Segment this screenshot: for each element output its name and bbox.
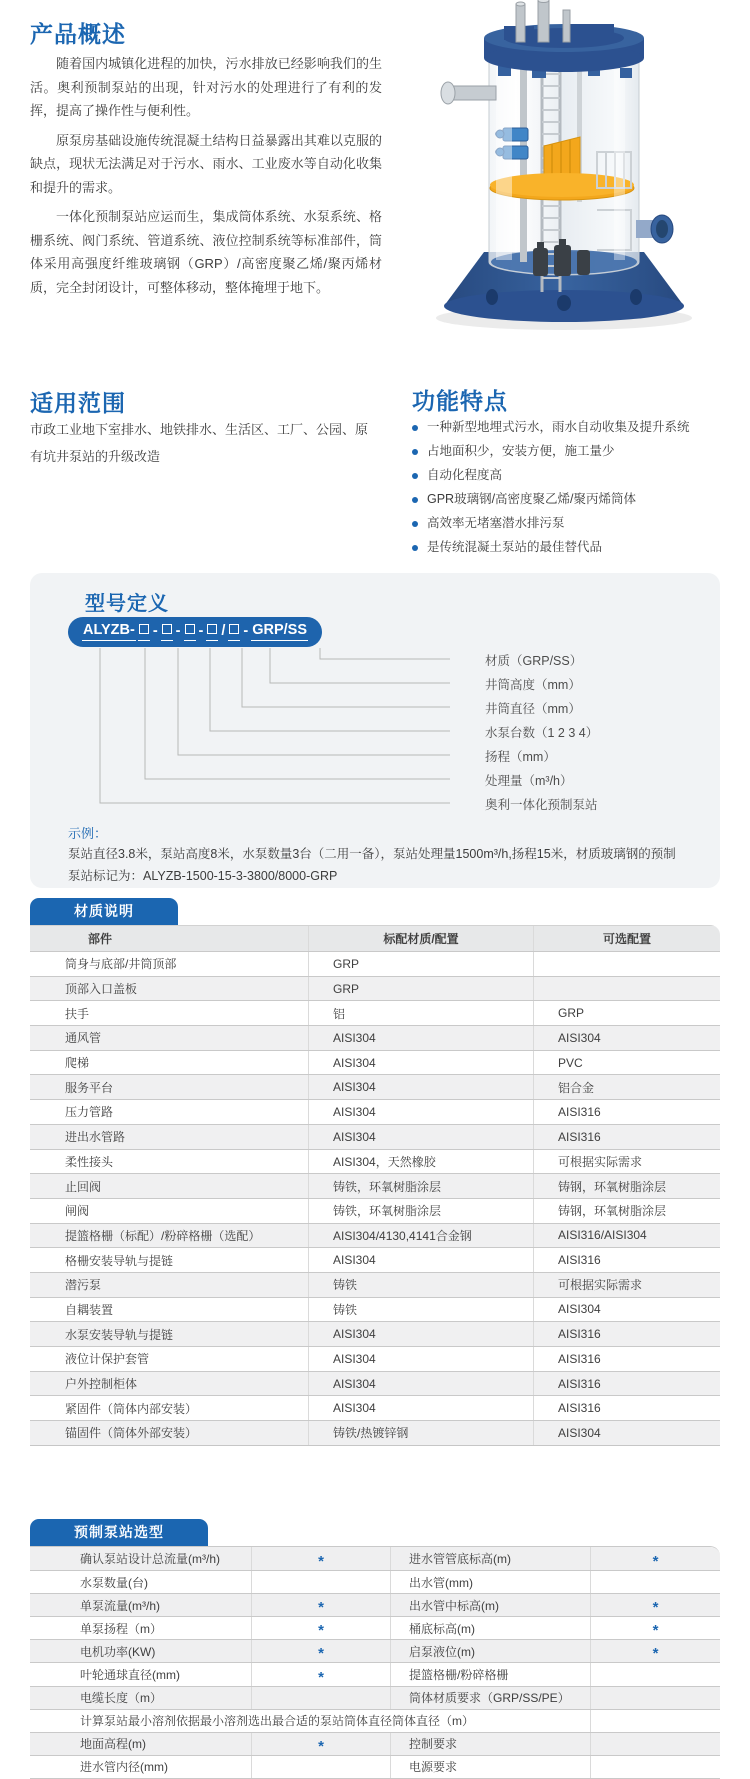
table-row — [30, 1616, 720, 1639]
table-row — [30, 1223, 720, 1248]
param-label: 确认泵站设计总流量(m³/h) — [80, 1552, 220, 1567]
materials-header-cell: 可选配置 — [533, 926, 720, 951]
materials-header-cell: 标配材质/配置 — [308, 926, 533, 951]
table-row — [30, 1639, 720, 1662]
required-star: * — [251, 1617, 390, 1639]
standard-material-cell: AISI304 — [308, 1322, 533, 1346]
standard-material-cell: 铸铁，环氧树脂涂层 — [308, 1199, 533, 1223]
optional-material-cell: AISI316 — [533, 1396, 720, 1420]
model-label: 处理量（m³/h） — [485, 774, 573, 788]
table-row — [30, 1297, 720, 1322]
part-cell: 户外控制柜体 — [65, 1377, 138, 1392]
optional-material-cell: 铝合金 — [533, 1075, 720, 1099]
part-cell: 锚固件（筒体外部安装） — [65, 1426, 198, 1441]
optional-material-cell: 铸钢，环氧树脂涂层 — [533, 1174, 720, 1198]
standard-material-cell: 铸铁 — [308, 1298, 533, 1322]
features-title: 功能特点 — [412, 388, 508, 414]
box-placeholder-icon — [139, 624, 149, 634]
param-label: 单泵流量(m³/h) — [80, 1598, 160, 1613]
param-label: 电机功率(KW) — [80, 1644, 156, 1659]
param-label: 电源要求 — [390, 1756, 590, 1778]
table-row — [30, 1000, 720, 1025]
optional-material-cell — [533, 977, 720, 1001]
bullet-dot-icon — [412, 449, 418, 455]
bullet-dot-icon — [412, 521, 418, 527]
part-cell: 水泵安装导轨与提链 — [65, 1327, 174, 1342]
pump-station-illustration — [392, 0, 742, 335]
required-star — [590, 1687, 720, 1709]
standard-material-cell: 铸铁，环氧树脂涂层 — [308, 1174, 533, 1198]
code-segment: / — [221, 622, 226, 639]
required-star — [251, 1571, 390, 1593]
standard-material-cell: GRP — [308, 977, 533, 1001]
bullet-dot-icon — [412, 497, 418, 503]
table-row — [30, 1709, 720, 1732]
required-star: * — [590, 1617, 720, 1639]
standard-material-cell: AISI304 — [308, 1100, 533, 1124]
optional-material-cell: AISI316/AISI304 — [533, 1224, 720, 1248]
param-label: 水泵数量(台) — [80, 1575, 148, 1590]
standard-material-cell: AISI304，天然橡胶 — [308, 1150, 533, 1174]
model-definition-panel — [30, 573, 720, 888]
required-star: * — [251, 1733, 390, 1755]
box-placeholder-icon — [162, 624, 172, 634]
table-row — [30, 1686, 720, 1709]
overview-title: 产品概述 — [30, 21, 126, 47]
optional-material-cell — [533, 952, 720, 976]
materials-header-row — [30, 925, 720, 951]
table-row — [30, 1074, 720, 1099]
optional-material-cell: AISI304 — [533, 1026, 720, 1050]
part-cell: 爬梯 — [65, 1056, 90, 1071]
feature-item — [412, 444, 742, 459]
model-label: 奥利一体化预制泵站 — [485, 798, 598, 812]
box-placeholder-icon — [207, 624, 217, 634]
feature-item — [412, 420, 742, 435]
param-label: 计算泵站最小溶剂依据最小溶剂选出最合适的泵站筒体直径筒体直径（m） — [80, 1714, 474, 1729]
model-label: 材质（GRP/SS） — [485, 654, 583, 668]
optional-material-cell: 铸钢，环氧树脂涂层 — [533, 1199, 720, 1223]
required-star: * — [251, 1547, 390, 1570]
standard-material-cell: AISI304 — [308, 1051, 533, 1075]
table-row — [30, 951, 720, 976]
selection-tab: 预制泵站选型 — [30, 1519, 208, 1546]
box-placeholder-icon — [185, 624, 195, 634]
param-label: 桶底标高(m) — [390, 1617, 590, 1639]
example-label: 示例： — [68, 826, 108, 841]
required-star — [590, 1663, 720, 1685]
table-row — [30, 1547, 720, 1570]
table-row — [30, 1395, 720, 1420]
standard-material-cell: 铸铁/热镀锌钢 — [308, 1421, 533, 1445]
optional-material-cell: 可根据实际需求 — [533, 1273, 720, 1297]
table-row — [30, 1272, 720, 1297]
overview-paragraph: 随着国内城镇化进程的加快，污水排放已经影响我们的生活。奥利预制泵站的出现，针对污水的处理进行了有利的发挥，提高了操作性与便利性。 — [30, 56, 382, 118]
standard-material-cell: AISI304 — [308, 1075, 533, 1099]
model-label: 井筒直径（mm） — [485, 702, 581, 716]
table-row — [30, 1346, 720, 1371]
feature-item — [412, 540, 742, 555]
part-cell: 顶部入口盖板 — [65, 982, 138, 997]
param-label: 筒体材质要求（GRP/SS/PE） — [390, 1687, 590, 1709]
standard-material-cell: AISI304/4130,4141合金钢 — [308, 1224, 533, 1248]
param-label: 提篮格栅/粉碎格栅 — [390, 1663, 590, 1685]
required-star: * — [590, 1547, 720, 1570]
features-list — [412, 420, 742, 564]
code-box — [206, 623, 218, 641]
optional-material-cell: AISI316 — [533, 1372, 720, 1396]
part-cell: 压力管路 — [65, 1105, 114, 1120]
materials-header-cell: 部件 — [88, 932, 113, 946]
table-row — [30, 1025, 720, 1050]
param-label: 启泵液位(m) — [390, 1640, 590, 1662]
code-segment: - — [198, 622, 204, 639]
param-label: 进水管管底标高(m) — [390, 1547, 590, 1570]
optional-material-cell: PVC — [533, 1051, 720, 1075]
table-row — [30, 1149, 720, 1174]
table-row — [30, 1755, 720, 1778]
table-row — [30, 1099, 720, 1124]
part-cell: 通风管 — [65, 1031, 102, 1046]
table-row — [30, 1662, 720, 1685]
part-cell: 自耦装置 — [65, 1302, 114, 1317]
param-label: 出水管中标高(m) — [390, 1594, 590, 1616]
bullet-dot-icon — [412, 473, 418, 479]
optional-material-cell: 可根据实际需求 — [533, 1150, 720, 1174]
table-row — [30, 1732, 720, 1755]
param-label: 地面高程(m) — [80, 1737, 146, 1752]
part-cell: 液位计保护套管 — [65, 1352, 150, 1367]
optional-material-cell: AISI304 — [533, 1421, 720, 1445]
table-row — [30, 1247, 720, 1272]
feature-item — [412, 468, 742, 483]
required-star — [590, 1710, 720, 1732]
standard-material-cell: AISI304 — [308, 1248, 533, 1272]
optional-material-cell: AISI304 — [533, 1298, 720, 1322]
standard-material-cell: 铸铁 — [308, 1273, 533, 1297]
part-cell: 格栅安装导轨与提链 — [65, 1253, 174, 1268]
overview-paragraph: 原泵房基础设施传统混凝土结构日益暴露出其难以克服的缺点，现状无法满足对于污水、雨水、工业废水等自动化收集和提升的需求。 — [30, 132, 382, 195]
feature-text: 占地面积少，安装方便，施工量少 — [427, 444, 615, 458]
required-star — [590, 1756, 720, 1778]
param-label: 进水管内径(mm) — [80, 1760, 168, 1775]
feature-text: 高效率无堵塞潜水排污泵 — [427, 516, 565, 530]
bullet-dot-icon — [412, 545, 418, 551]
part-cell: 止回阀 — [65, 1179, 102, 1194]
pump-station-image — [392, 0, 742, 340]
table-row — [30, 1050, 720, 1075]
scope-title: 适用范围 — [30, 390, 126, 416]
param-label: 单泵扬程（m） — [80, 1621, 162, 1636]
param-label: 叶轮通球直径(mm) — [80, 1668, 180, 1683]
model-label: 井筒高度（mm） — [485, 678, 581, 692]
model-label: 水泵台数（1 2 3 4） — [485, 726, 599, 740]
required-star: * — [590, 1594, 720, 1616]
code-box — [138, 623, 150, 641]
optional-material-cell: AISI316 — [533, 1322, 720, 1346]
feature-text: 一种新型地埋式污水，雨水自动收集及提升系统 — [427, 420, 690, 434]
scope-text: 市政工业地下室排水、地铁排水、生活区、工厂、公园、原有坑井泵站的升级改造 — [30, 422, 369, 464]
table-row — [30, 1371, 720, 1396]
overview-paragraph: 一体化预制泵站应运而生，集成筒体系统、水泵系统、格栅系统、阀门系统、管道系统、液位控制系统等标准部件，筒体采用高强度纤维玻璃钢（GRP）/高密度聚乙烯/聚丙烯材质，完全封闭设计，可整体移动，整体掩埋于地下。 — [30, 209, 382, 295]
code-box — [161, 623, 173, 641]
required-star — [251, 1756, 390, 1778]
table-row — [30, 1173, 720, 1198]
model-label: 扬程（mm） — [485, 750, 556, 764]
code-box — [228, 623, 240, 641]
code-segment: GRP/SS — [251, 623, 308, 641]
part-cell: 潜污泵 — [65, 1278, 102, 1293]
materials-tab: 材质说明 — [30, 898, 178, 925]
required-star — [590, 1571, 720, 1593]
code-segment: - — [152, 622, 158, 639]
required-star: * — [251, 1663, 390, 1685]
table-row — [30, 1593, 720, 1616]
materials-table — [30, 925, 720, 1446]
feature-text: 是传统混凝土泵站的最佳替代品 — [427, 540, 603, 554]
part-cell: 扶手 — [65, 1006, 90, 1021]
example-line: 泵站标记为：ALYZB-1500-15-3-3800/8000-GRP — [68, 869, 338, 883]
code-segment: ALYZB- — [82, 623, 136, 641]
table-row — [30, 1321, 720, 1346]
code-segment: - — [175, 622, 181, 639]
required-star: * — [251, 1594, 390, 1616]
code-box — [184, 623, 196, 641]
model-title: 型号定义 — [85, 593, 169, 615]
standard-material-cell: AISI304 — [308, 1347, 533, 1371]
standard-material-cell: 铝 — [308, 1001, 533, 1025]
param-label: 电缆长度（m） — [80, 1691, 162, 1706]
feature-text: GPR玻璃钢/高密度聚乙烯/聚丙烯筒体 — [427, 492, 637, 506]
model-code-pill — [68, 617, 322, 647]
feature-item — [412, 516, 742, 531]
overview-paragraphs — [30, 52, 382, 305]
part-cell: 提篮格栅（标配）/粉碎格栅（选配） — [65, 1228, 261, 1243]
part-cell: 服务平台 — [65, 1080, 114, 1095]
optional-material-cell: AISI316 — [533, 1248, 720, 1272]
standard-material-cell: GRP — [308, 952, 533, 976]
table-row — [30, 1198, 720, 1223]
part-cell: 柔性接头 — [65, 1154, 114, 1169]
code-segment: - — [243, 622, 249, 639]
part-cell: 筒身与底部/井筒顶部 — [65, 957, 177, 972]
part-cell: 进出水管路 — [65, 1130, 126, 1145]
required-star: * — [251, 1640, 390, 1662]
feature-text: 自动化程度高 — [427, 468, 503, 482]
table-row — [30, 1124, 720, 1149]
table-row — [30, 1570, 720, 1593]
standard-material-cell: AISI304 — [308, 1372, 533, 1396]
optional-material-cell: AISI316 — [533, 1125, 720, 1149]
optional-material-cell: AISI316 — [533, 1347, 720, 1371]
table-row — [30, 976, 720, 1001]
box-placeholder-icon — [229, 624, 239, 634]
model-labels — [485, 647, 715, 817]
optional-material-cell: AISI316 — [533, 1100, 720, 1124]
optional-material-cell: GRP — [533, 1001, 720, 1025]
bullet-dot-icon — [412, 425, 418, 431]
required-star: * — [590, 1640, 720, 1662]
feature-item — [412, 492, 742, 507]
standard-material-cell: AISI304 — [308, 1125, 533, 1149]
required-star — [251, 1687, 390, 1709]
example-line: 泵站直径3.8米，泵站高度8米，水泵数量3台（二用一备），泵站处理量1500m³/h,扬程15米，材质玻璃钢的预制 — [68, 847, 676, 861]
param-label: 控制要求 — [390, 1733, 590, 1755]
standard-material-cell: AISI304 — [308, 1396, 533, 1420]
part-cell: 闸阀 — [65, 1204, 90, 1219]
param-label: 出水管(mm) — [390, 1571, 590, 1593]
selection-table — [30, 1546, 720, 1779]
table-row — [30, 1420, 720, 1445]
part-cell: 紧固件（筒体内部安装） — [65, 1401, 198, 1416]
standard-material-cell: AISI304 — [308, 1026, 533, 1050]
required-star — [590, 1733, 720, 1755]
